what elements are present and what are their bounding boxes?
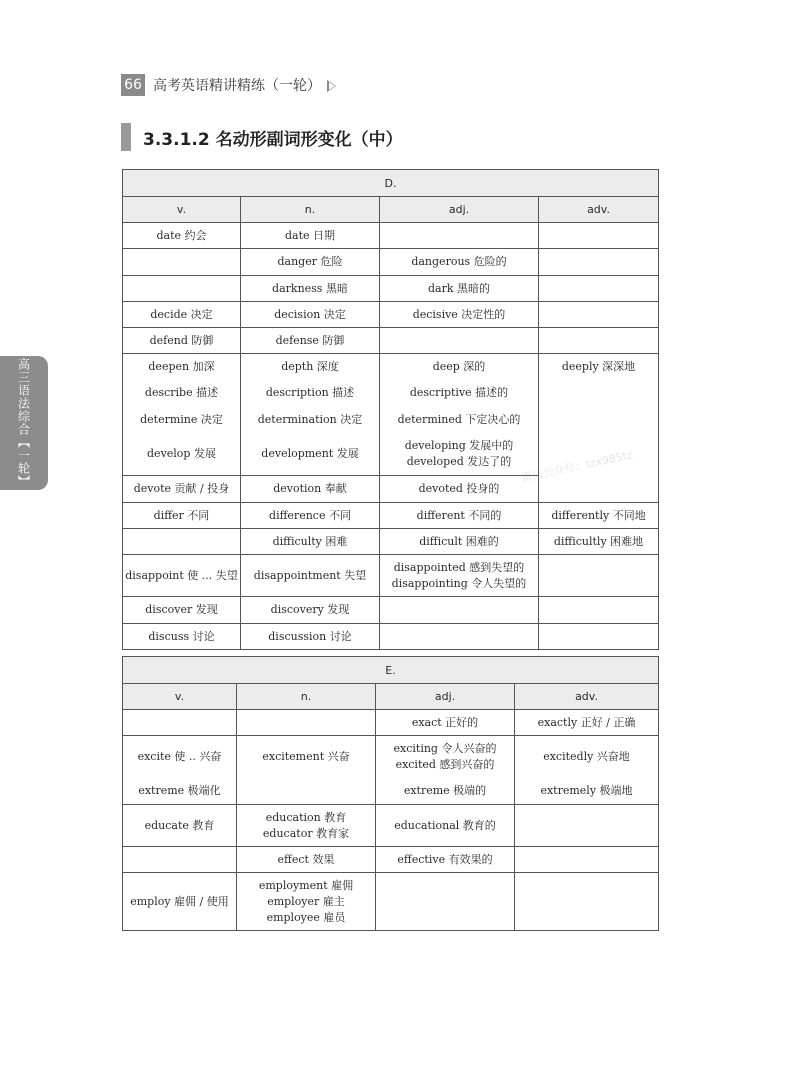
table-cell [380, 597, 539, 624]
table-cell [380, 276, 539, 302]
cell-text: devotion 奉献 [273, 482, 347, 495]
cell-text: develop 发展 [147, 446, 216, 460]
page-number: 66 [121, 74, 145, 96]
page-header [121, 73, 336, 97]
cell-text: deepen 加深 [148, 359, 215, 373]
table-cell [539, 476, 659, 503]
table-cell [515, 779, 659, 805]
table-cell [376, 847, 515, 873]
table-cell [380, 624, 539, 650]
table-cell [241, 223, 380, 249]
cell-text: dark 黑暗的 [427, 281, 491, 295]
watermark: 微信公众号：tzx985tz [519, 448, 634, 485]
table-cell [123, 555, 241, 597]
table-cell [123, 328, 241, 354]
table-cell [123, 624, 241, 650]
side-tab [0, 356, 48, 490]
cell-text: employee 雇员 [266, 910, 346, 924]
table-row [123, 555, 659, 597]
cell-text: darkness 黑暗 [272, 281, 348, 295]
table-row [123, 407, 659, 433]
table-cell [241, 249, 380, 276]
table-cell [123, 847, 237, 873]
table-cell [539, 380, 659, 407]
cell-text: effective 有效果的 [397, 852, 493, 866]
table-cell [237, 847, 376, 873]
section-heading [121, 123, 403, 151]
cell-text: extremely 极端地 [540, 784, 633, 798]
cell-text: discovery 发现 [270, 603, 350, 616]
table-cell [241, 503, 380, 529]
table-cell [123, 433, 241, 476]
cell-text: effect 效果 [277, 852, 335, 866]
table-row [123, 354, 659, 380]
column-header: v. [123, 684, 237, 710]
cell-text: difficultly 困难地 [553, 534, 644, 548]
table-cell [539, 597, 659, 624]
cell-text: descriptive 描述的 [409, 386, 509, 399]
table-cell [380, 476, 539, 503]
cell-text: disappointment 失望 [253, 568, 367, 582]
section-title: 3.3.1.2 名动形副词形变化（中） [143, 129, 403, 150]
table-header-row [123, 684, 659, 710]
play-triangle-icon [327, 80, 336, 92]
table-row [123, 380, 659, 407]
table-row [123, 328, 659, 354]
table-letter: D. [123, 170, 659, 197]
table-cell [123, 529, 241, 555]
cell-text: decisive 决定性的 [412, 307, 506, 321]
table-cell [237, 805, 376, 847]
table-cell [123, 276, 241, 302]
table-cell [123, 873, 237, 931]
table-cell [123, 380, 241, 407]
table-cell [539, 555, 659, 597]
cell-text: date 约会 [156, 228, 207, 242]
table-cell [539, 302, 659, 328]
cell-text: employ 雇佣 / 使用 [130, 894, 229, 908]
cell-text: discuss 讨论 [148, 629, 215, 643]
table-cell [123, 597, 241, 624]
table-cell [539, 328, 659, 354]
table-cell [123, 503, 241, 529]
table-title-row [123, 170, 659, 197]
cell-text: decide 决定 [150, 307, 213, 321]
table-e [122, 656, 659, 931]
book-title: 高考英语精讲精练（一轮） [153, 78, 321, 94]
cell-text: defense 防御 [275, 333, 345, 347]
table-row [123, 249, 659, 276]
table-cell [376, 779, 515, 805]
cell-text: difference 不同 [269, 508, 351, 522]
table-row [123, 223, 659, 249]
table-cell [380, 433, 539, 476]
cell-text: excited 感到兴奋的 [395, 758, 495, 772]
table-cell [515, 847, 659, 873]
cell-text: exciting 令人兴奋的 [393, 742, 497, 756]
table-cell [123, 407, 241, 433]
table-header-row [123, 197, 659, 223]
cell-text: exactly 正好 / 正确 [537, 715, 636, 729]
table-row [123, 529, 659, 555]
table-cell [237, 779, 376, 805]
table-cell [237, 873, 376, 931]
cell-text: difficulty 困难 [272, 534, 348, 548]
table-cell [241, 354, 380, 380]
cell-text: disappoint 使 ... 失望 [125, 568, 238, 582]
table-cell [237, 736, 376, 779]
cell-text: depth 深度 [281, 359, 339, 373]
table-cell [123, 476, 241, 503]
table-cell [539, 624, 659, 650]
cell-text: determined 下定决心的 [397, 412, 521, 426]
table-cell [237, 710, 376, 736]
cell-text: employer 雇主 [267, 894, 345, 908]
table-cell [515, 805, 659, 847]
cell-text: date 日期 [284, 228, 336, 242]
table-cell [539, 354, 659, 380]
column-header: n. [241, 197, 380, 223]
cell-text: differ 不同 [153, 508, 210, 522]
table-cell [241, 597, 380, 624]
table-cell [539, 529, 659, 555]
column-header: adv. [515, 684, 659, 710]
cell-text: extreme 极端的 [403, 784, 487, 798]
table-cell [241, 328, 380, 354]
cell-text: determination 决定 [257, 412, 363, 426]
table-cell [380, 529, 539, 555]
cell-text: disappointed 感到失望的 [393, 560, 525, 574]
cell-text: determine 决定 [140, 412, 223, 426]
table-cell [123, 736, 237, 779]
table-cell [380, 223, 539, 249]
cell-text: extreme 极端化 [138, 784, 221, 798]
cell-text: devoted 投身的 [418, 482, 500, 495]
table-cell [539, 276, 659, 302]
cell-text: disappointing 令人失望的 [391, 576, 527, 590]
cell-text: discussion 讨论 [268, 629, 352, 643]
table-cell [123, 710, 237, 736]
cell-text: deep 深的 [432, 359, 486, 373]
table-row [123, 597, 659, 624]
table-cell [539, 503, 659, 529]
cell-text: educational 教育的 [394, 818, 496, 832]
table-cell [241, 276, 380, 302]
table-cell [539, 223, 659, 249]
table-cell [241, 529, 380, 555]
cell-text: describe 描述 [144, 386, 219, 399]
table-cell [380, 503, 539, 529]
table-cell [380, 249, 539, 276]
cell-text: development 发展 [261, 446, 359, 460]
column-header: adj. [376, 684, 515, 710]
table-row [123, 873, 659, 931]
table-cell [241, 555, 380, 597]
column-header: n. [237, 684, 376, 710]
table-cell [380, 302, 539, 328]
table-cell [380, 354, 539, 380]
cell-text: developed 发达了的 [406, 454, 512, 468]
cell-text: exact 正好的 [411, 715, 479, 729]
cell-text: excite 使 .. 兴奋 [137, 750, 222, 764]
cell-text: excitement 兴奋 [262, 750, 350, 764]
table-cell [376, 710, 515, 736]
cell-text: differently 不同地 [551, 508, 646, 522]
cell-text: employment 雇佣 [258, 878, 354, 892]
cell-text: excitedly 兴奋地 [543, 750, 630, 764]
cell-text: deeply 深深地 [561, 359, 636, 373]
table-cell [376, 805, 515, 847]
table-letter: E. [123, 657, 659, 684]
table-cell [123, 354, 241, 380]
table-cell [241, 476, 380, 503]
table-cell [515, 710, 659, 736]
table-cell [241, 302, 380, 328]
table-row [123, 847, 659, 873]
table-cell [123, 779, 237, 805]
table-cell [241, 624, 380, 650]
table-row [123, 736, 659, 779]
table-row [123, 276, 659, 302]
table-row [123, 805, 659, 847]
table-cell [376, 873, 515, 931]
table-d [122, 169, 659, 650]
table-cell [515, 873, 659, 931]
table-cell [123, 249, 241, 276]
table-cell [123, 223, 241, 249]
table-row [123, 302, 659, 328]
column-header: v. [123, 197, 241, 223]
table-title-row [123, 657, 659, 684]
table-row [123, 503, 659, 529]
column-header: adv. [539, 197, 659, 223]
cell-text: different 不同的 [416, 508, 502, 522]
cell-text: decision 决定 [274, 307, 346, 321]
table-row [123, 476, 659, 503]
table-cell [380, 328, 539, 354]
table-row [123, 624, 659, 650]
table-cell [123, 805, 237, 847]
column-header: adj. [380, 197, 539, 223]
cell-text: devote 贡献 / 投身 [133, 482, 230, 495]
cell-text: educator 教育家 [262, 826, 350, 840]
table-cell [380, 407, 539, 433]
cell-text: developing 发展中的 [404, 438, 514, 452]
table-row [123, 779, 659, 805]
table-cell [539, 249, 659, 276]
cell-text: difficult 困难的 [419, 534, 499, 548]
cell-text: defend 防御 [149, 333, 214, 347]
table-cell [380, 380, 539, 407]
table-cell [539, 407, 659, 433]
table-cell [380, 555, 539, 597]
cell-text: danger 危险 [277, 255, 343, 268]
cell-text: dangerous 危险的 [411, 255, 507, 268]
table-row [123, 710, 659, 736]
table-cell [515, 736, 659, 779]
cell-text: description 描述 [265, 386, 355, 399]
table-cell [241, 433, 380, 476]
cell-text: discover 发现 [145, 603, 218, 616]
cell-text: education 教育 [265, 810, 347, 824]
table-cell [376, 736, 515, 779]
table-cell [241, 380, 380, 407]
section-marker-bar [121, 123, 131, 151]
cell-text: educate 教育 [144, 818, 215, 832]
side-tab-label: 高三语法综合【一轮】 [16, 358, 31, 488]
table-cell [123, 302, 241, 328]
table-cell [241, 407, 380, 433]
